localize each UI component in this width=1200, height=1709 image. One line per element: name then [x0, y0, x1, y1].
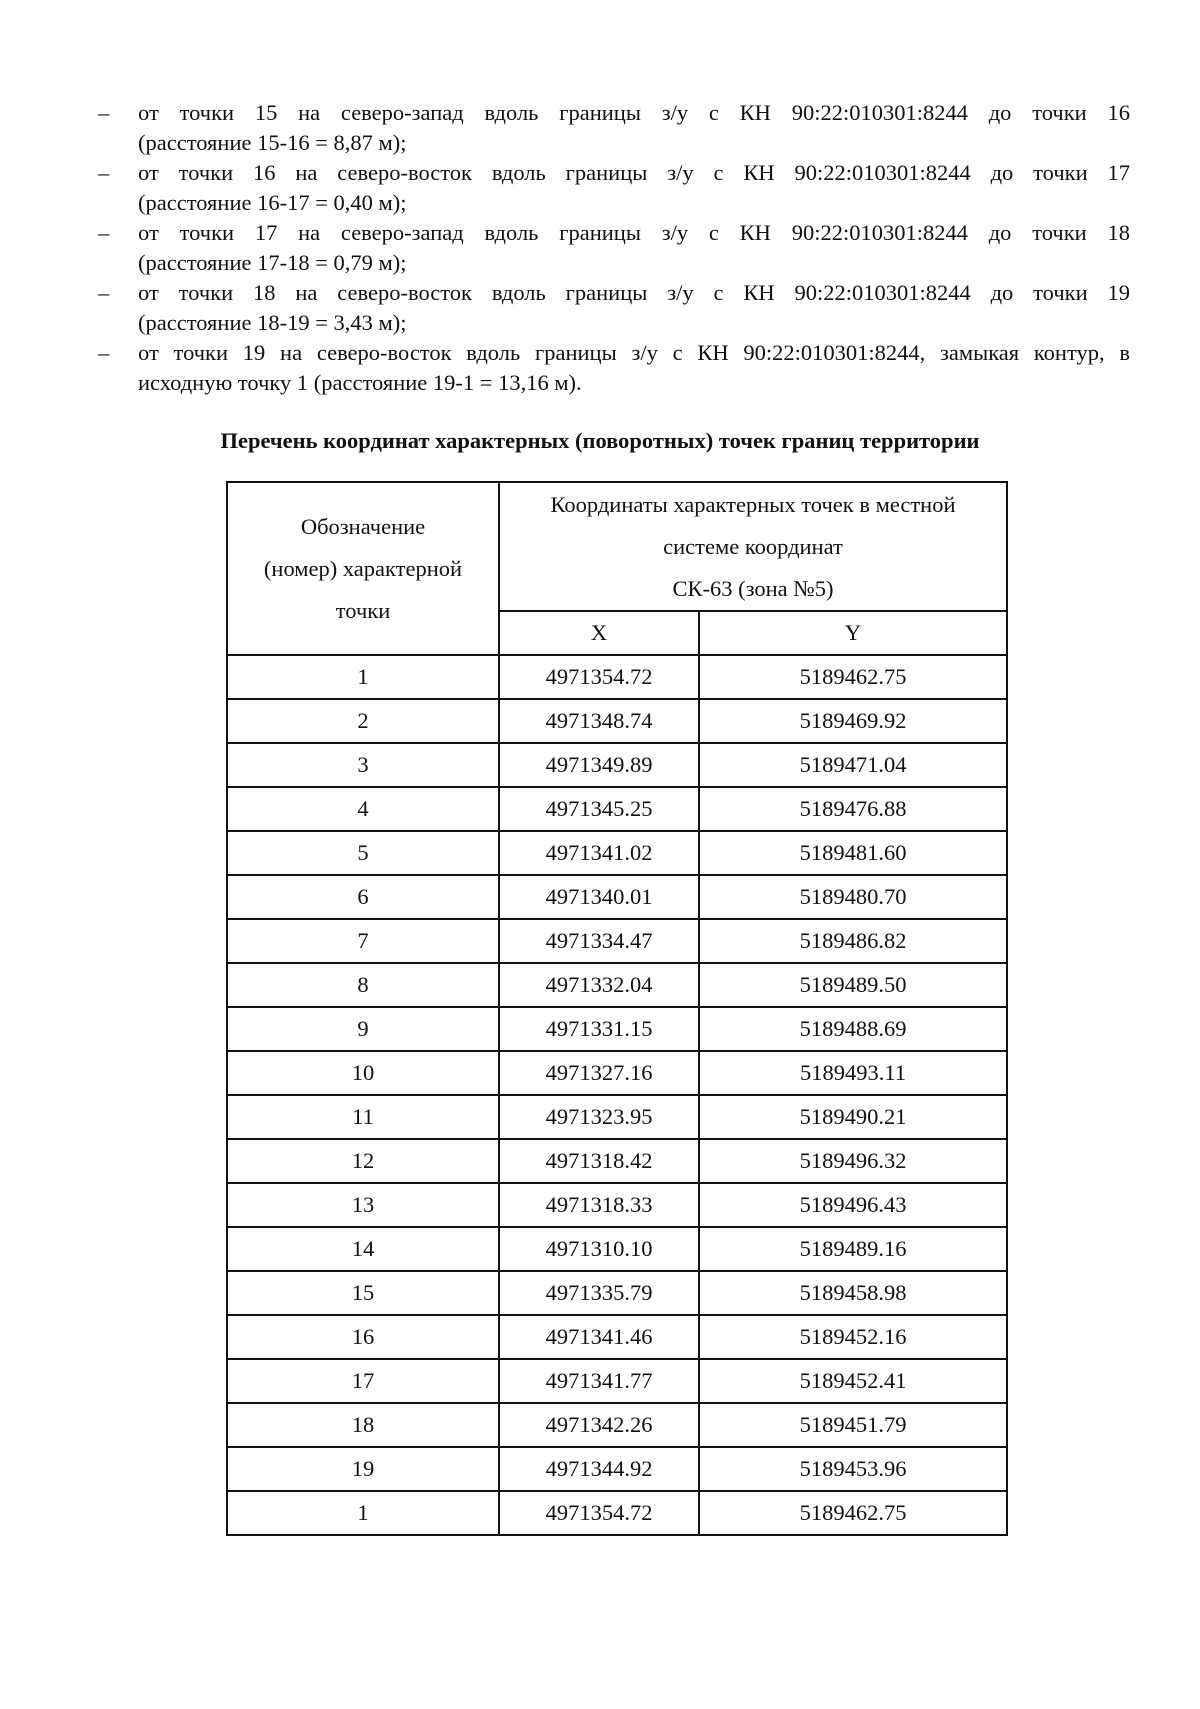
list-dash-marker [98, 158, 109, 188]
y-coordinate-cell: 5189489.16 [699, 1227, 1007, 1271]
column-header-coordinate-system [499, 482, 1007, 611]
x-coordinate-cell: 4971342.26 [499, 1403, 699, 1447]
table-row [227, 1183, 1007, 1227]
point-number-cell: 10 [227, 1051, 499, 1095]
coordinates-table [226, 481, 1008, 1536]
x-coordinate-cell: 4971341.02 [499, 831, 699, 875]
boundary-segment-item [98, 218, 1130, 278]
x-coordinate-cell: 4971354.72 [499, 1491, 699, 1535]
table-row [227, 743, 1007, 787]
boundary-description-list [98, 98, 1130, 398]
point-number-cell: 19 [227, 1447, 499, 1491]
table-row [227, 919, 1007, 963]
x-coordinate-cell: 4971334.47 [499, 919, 699, 963]
table-row [227, 1227, 1007, 1271]
boundary-segment-distance: (расстояние 18-19 = 3,43 м); [138, 310, 407, 335]
y-coordinate-cell: 5189469.92 [699, 699, 1007, 743]
point-number-cell: 11 [227, 1095, 499, 1139]
column-header-point [227, 482, 499, 655]
boundary-segment-text: от точки 18 на северо-восток вдоль границы з/у с КН 90:22:010301:8244 до точки 19 [138, 280, 1130, 305]
y-coordinate-cell: 5189481.60 [699, 831, 1007, 875]
x-coordinate-cell: 4971327.16 [499, 1051, 699, 1095]
x-coordinate-cell: 4971354.72 [499, 655, 699, 699]
table-row [227, 1139, 1007, 1183]
table-row [227, 1447, 1007, 1491]
point-number-cell: 3 [227, 743, 499, 787]
x-coordinate-cell: 4971331.15 [499, 1007, 699, 1051]
point-number-cell: 18 [227, 1403, 499, 1447]
header-system-line: системе координат [663, 533, 843, 559]
point-number-cell: 12 [227, 1139, 499, 1183]
x-coordinate-cell: 4971323.95 [499, 1095, 699, 1139]
header-point-line: Обозначение [300, 513, 426, 539]
header-point-line: (номер) характерной [263, 555, 463, 581]
x-coordinate-cell: 4971318.42 [499, 1139, 699, 1183]
boundary-segment-distance: (расстояние 15-16 = 8,87 м); [138, 130, 407, 155]
header-system-line: Координаты характерных точек в местной [550, 491, 956, 517]
point-number-cell: 5 [227, 831, 499, 875]
list-dash-marker [98, 338, 109, 368]
x-coordinate-cell: 4971341.77 [499, 1359, 699, 1403]
y-coordinate-cell: 5189452.41 [699, 1359, 1007, 1403]
point-number-cell: 16 [227, 1315, 499, 1359]
y-coordinate-cell: 5189496.43 [699, 1183, 1007, 1227]
point-number-cell: 4 [227, 787, 499, 831]
point-number-cell: 1 [227, 655, 499, 699]
y-coordinate-cell: 5189462.75 [699, 1491, 1007, 1535]
table-row [227, 875, 1007, 919]
table-heading: Перечень координат характерных (поворотных) точек границ территории [220, 428, 980, 453]
point-number-cell: 15 [227, 1271, 499, 1315]
y-coordinate-cell: 5189462.75 [699, 655, 1007, 699]
table-row [227, 1051, 1007, 1095]
x-coordinate-cell: 4971335.79 [499, 1271, 699, 1315]
y-coordinate-cell: 5189496.32 [699, 1139, 1007, 1183]
boundary-segment-text: от точки 16 на северо-восток вдоль границы з/у с КН 90:22:010301:8244 до точки 17 [138, 160, 1130, 185]
x-coordinate-cell: 4971348.74 [499, 699, 699, 743]
x-coordinate-cell: 4971318.33 [499, 1183, 699, 1227]
list-dash-marker [98, 278, 109, 308]
boundary-segment-item [98, 158, 1130, 218]
boundary-segment-item [98, 98, 1130, 158]
table-row [227, 1491, 1007, 1535]
y-coordinate-cell: 5189486.82 [699, 919, 1007, 963]
boundary-segment-distance: исходную точку 1 (расстояние 19-1 = 13,16 м). [138, 370, 582, 395]
y-coordinate-cell: 5189480.70 [699, 875, 1007, 919]
table-row [227, 1007, 1007, 1051]
boundary-segment-distance: (расстояние 17-18 = 0,79 м); [138, 250, 407, 275]
x-coordinate-cell: 4971310.10 [499, 1227, 699, 1271]
y-coordinate-cell: 5189476.88 [699, 787, 1007, 831]
point-number-cell: 17 [227, 1359, 499, 1403]
y-coordinate-cell: 5189452.16 [699, 1315, 1007, 1359]
x-coordinate-cell: 4971345.25 [499, 787, 699, 831]
x-coordinate-cell: 4971341.46 [499, 1315, 699, 1359]
table-row [227, 963, 1007, 1007]
point-number-cell: 6 [227, 875, 499, 919]
y-coordinate-cell: 5189490.21 [699, 1095, 1007, 1139]
point-number-cell: 1 [227, 1491, 499, 1535]
boundary-segment-text: от точки 15 на северо-запад вдоль границы з/у с КН 90:22:010301:8244 до точки 16 [138, 100, 1130, 125]
boundary-segment-text: от точки 17 на северо-запад вдоль границы з/у с КН 90:22:010301:8244 до точки 18 [138, 220, 1130, 245]
point-number-cell: 13 [227, 1183, 499, 1227]
y-coordinate-cell: 5189451.79 [699, 1403, 1007, 1447]
y-coordinate-cell: 5189493.11 [699, 1051, 1007, 1095]
boundary-segment-item [98, 278, 1130, 338]
point-number-cell: 7 [227, 919, 499, 963]
point-number-cell: 8 [227, 963, 499, 1007]
header-point-line: точки [335, 597, 391, 623]
table-row [227, 655, 1007, 699]
y-coordinate-cell: 5189489.50 [699, 963, 1007, 1007]
x-coordinate-cell: 4971344.92 [499, 1447, 699, 1491]
boundary-segment-item [98, 338, 1130, 398]
x-coordinate-cell: 4971332.04 [499, 963, 699, 1007]
point-number-cell: 2 [227, 699, 499, 743]
column-header-y: Y [699, 611, 1007, 655]
y-coordinate-cell: 5189488.69 [699, 1007, 1007, 1051]
x-coordinate-cell: 4971340.01 [499, 875, 699, 919]
point-number-cell: 9 [227, 1007, 499, 1051]
table-row [227, 1315, 1007, 1359]
list-dash-marker [98, 218, 109, 248]
column-header-x: X [499, 611, 699, 655]
header-system-line: СК-63 (зона №5) [672, 575, 834, 601]
table-row [227, 1271, 1007, 1315]
x-coordinate-cell: 4971349.89 [499, 743, 699, 787]
boundary-segment-distance: (расстояние 16-17 = 0,40 м); [138, 190, 407, 215]
y-coordinate-cell: 5189453.96 [699, 1447, 1007, 1491]
table-row [227, 831, 1007, 875]
table-row [227, 1403, 1007, 1447]
coordinates-table-body [227, 655, 1007, 1535]
table-row [227, 1095, 1007, 1139]
y-coordinate-cell: 5189471.04 [699, 743, 1007, 787]
list-dash-marker [98, 98, 109, 128]
point-number-cell: 14 [227, 1227, 499, 1271]
table-row [227, 787, 1007, 831]
boundary-segment-text: от точки 19 на северо-восток вдоль границы з/у с КН 90:22:010301:8244, замыкая контур, в [138, 340, 1130, 365]
table-row [227, 699, 1007, 743]
table-row [227, 1359, 1007, 1403]
y-coordinate-cell: 5189458.98 [699, 1271, 1007, 1315]
